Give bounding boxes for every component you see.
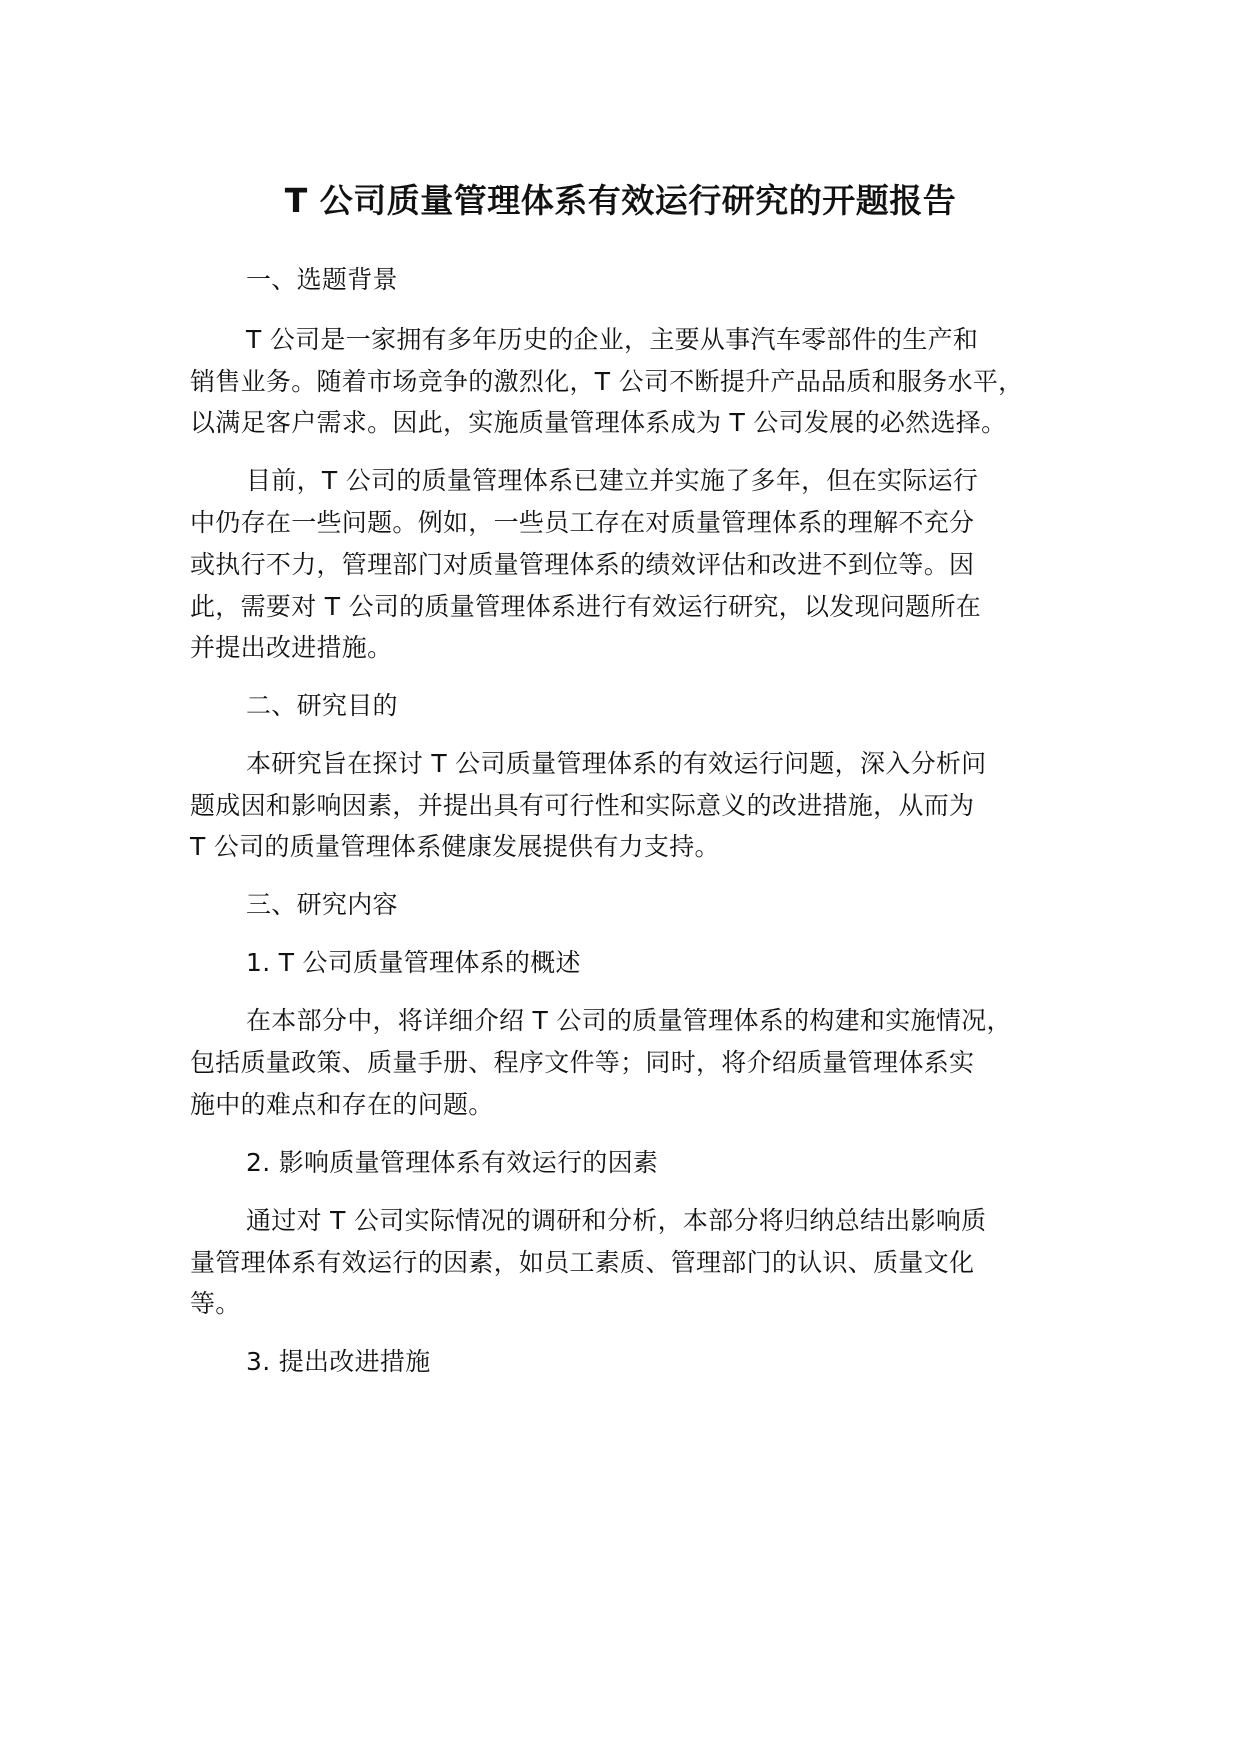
paragraph-line: 包括质量政策、质量手册、程序文件等；同时，将介绍质量管理体系实 xyxy=(190,1048,975,1077)
subsection-heading: 3. 提出改进措施 xyxy=(246,1347,431,1376)
section-heading-content: 三、研究内容 xyxy=(246,890,398,919)
paragraph-line: T 公司是一家拥有多年历史的企业，主要从事汽车零部件的生产和 xyxy=(246,325,979,354)
paragraph-line: 在本部分中，将详细介绍 T 公司的质量管理体系的构建和实施情况， xyxy=(246,1006,1012,1035)
section-heading-purpose: 二、研究目的 xyxy=(246,691,398,720)
paragraph-line: 通过对 T 公司实际情况的调研和分析，本部分将归纳总结出影响质 xyxy=(246,1206,987,1235)
paragraph-line: 目前，T 公司的质量管理体系已建立并实施了多年，但在实际运行 xyxy=(246,466,979,495)
subsection-heading: 1. T 公司质量管理体系的概述 xyxy=(246,948,581,977)
paragraph-line: 中仍存在一些问题。例如，一些员工存在对质量管理体系的理解不充分 xyxy=(190,508,975,537)
paragraph-line: 此，需要对 T 公司的质量管理体系进行有效运行研究，以发现问题所在 xyxy=(190,592,982,621)
section-heading-background: 一、选题背景 xyxy=(246,265,398,294)
paragraph-line: 施中的难点和存在的问题。 xyxy=(190,1090,494,1119)
paragraph-line: 等。 xyxy=(190,1289,241,1318)
paragraph-line: 本研究旨在探讨 T 公司质量管理体系的有效运行问题，深入分析问 xyxy=(246,749,987,778)
subsection-heading: 2. 影响质量管理体系有效运行的因素 xyxy=(246,1148,659,1177)
document-title: T 公司质量管理体系有效运行研究的开题报告 xyxy=(284,181,957,220)
paragraph-line: 销售业务。随着市场竞争的激烈化，T 公司不断提升产品品质和服务水平， xyxy=(190,367,1024,396)
paragraph-line: 以满足客户需求。因此，实施质量管理体系成为 T 公司发展的必然选择。 xyxy=(190,408,1007,437)
paragraph-line: 或执行不力，管理部门对质量管理体系的绩效评估和改进不到位等。因 xyxy=(190,550,975,579)
paragraph-line: 并提出改进措施。 xyxy=(190,633,393,662)
paragraph-line: 题成因和影响因素，并提出具有可行性和实际意义的改进措施，从而为 xyxy=(190,791,975,820)
paragraph-line: T 公司的质量管理体系健康发展提供有力支持。 xyxy=(190,832,720,861)
paragraph-line: 量管理体系有效运行的因素，如员工素质、管理部门的认识、质量文化 xyxy=(190,1248,975,1277)
